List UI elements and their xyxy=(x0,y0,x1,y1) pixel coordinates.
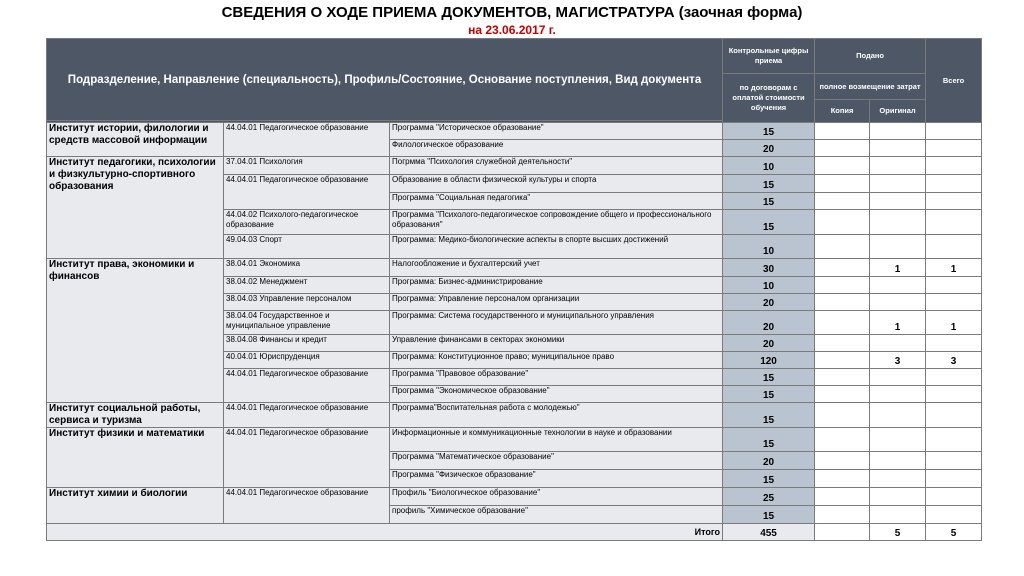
report-date: на 23.06.2017 г. xyxy=(468,23,556,37)
totals-original: 5 xyxy=(870,524,926,541)
original-cell xyxy=(870,277,926,294)
plan-cell: 15 xyxy=(723,175,815,193)
totals-row xyxy=(47,524,982,541)
original-cell xyxy=(870,335,926,352)
original-cell: 1 xyxy=(870,259,926,277)
plan-cell: 15 xyxy=(723,470,815,488)
copy-cell xyxy=(815,403,870,428)
header-submitted: Подано xyxy=(815,39,926,74)
totals-copy xyxy=(815,524,870,541)
copy-cell xyxy=(815,488,870,506)
header-contract: по договорам с оплатой стоимости обучения xyxy=(723,74,815,123)
original-cell xyxy=(870,369,926,386)
table-row xyxy=(47,428,982,452)
plan-cell: 15 xyxy=(723,210,815,235)
copy-cell xyxy=(815,352,870,369)
totals-label: Итого xyxy=(47,524,723,541)
original-cell xyxy=(870,403,926,428)
total-cell xyxy=(926,140,982,157)
original-cell xyxy=(870,386,926,403)
copy-cell xyxy=(815,452,870,470)
copy-cell xyxy=(815,470,870,488)
total-cell: 1 xyxy=(926,259,982,277)
plan-cell: 20 xyxy=(723,140,815,157)
program-cell: Информационные и коммуникационные технологии в науке и образовании xyxy=(390,428,723,452)
copy-cell xyxy=(815,259,870,277)
direction-cell: 44.04.01 Педагогическое образование xyxy=(224,369,390,403)
table-row xyxy=(47,403,982,428)
copy-cell xyxy=(815,369,870,386)
institute-name: Институт права, экономики и финансов xyxy=(47,259,224,403)
total-cell xyxy=(926,193,982,210)
copy-cell xyxy=(815,175,870,193)
plan-cell: 10 xyxy=(723,235,815,259)
total-cell: 1 xyxy=(926,311,982,335)
copy-cell xyxy=(815,428,870,452)
institute-name: Институт химии и биологии xyxy=(47,488,224,524)
table-row xyxy=(47,157,982,175)
header-main: Подразделение, Направление (специальность), Профиль/Состояние, Основание поступления, Вид документа xyxy=(47,39,723,121)
program-cell: Профиль "Биологическое образование" xyxy=(390,488,723,506)
direction-cell: 44.04.01 Педагогическое образование xyxy=(224,403,390,428)
original-cell xyxy=(870,210,926,235)
plan-cell: 15 xyxy=(723,403,815,428)
plan-cell: 120 xyxy=(723,352,815,369)
program-cell: Программа "Математическое образование" xyxy=(390,452,723,470)
direction-cell: 44.04.01 Педагогическое образование xyxy=(224,175,390,210)
direction-cell: 37.04.01 Психология xyxy=(224,157,390,175)
plan-cell: 15 xyxy=(723,506,815,524)
direction-cell: 38.04.03 Управление персоналом xyxy=(224,294,390,311)
total-cell xyxy=(926,386,982,403)
institute-name: Институт педагогики, психологии и физкультурно-спортивного образования xyxy=(47,157,224,259)
institute-name: Институт истории, филологии и средств массовой информации xyxy=(47,123,224,157)
table-row xyxy=(47,488,982,506)
direction-cell: 38.04.08 Финансы и кредит xyxy=(224,335,390,352)
copy-cell xyxy=(815,193,870,210)
program-cell: Образование в области физической культуры и спорта xyxy=(390,175,723,193)
original-cell xyxy=(870,470,926,488)
plan-cell: 15 xyxy=(723,428,815,452)
program-cell: Программа "Физическое образование" xyxy=(390,470,723,488)
program-cell: Управление финансами в секторах экономики xyxy=(390,335,723,352)
plan-cell: 10 xyxy=(723,157,815,175)
plan-cell: 15 xyxy=(723,193,815,210)
direction-cell: 38.04.02 Менеджмент xyxy=(224,277,390,294)
total-cell xyxy=(926,277,982,294)
original-cell: 3 xyxy=(870,352,926,369)
program-cell: Программа "Историческое образование" xyxy=(390,123,723,140)
header-full-reimbursement: полное возмещение затрат xyxy=(815,74,926,100)
program-cell: Погрмма "Психология служебной деятельности" xyxy=(390,157,723,175)
total-cell: 3 xyxy=(926,352,982,369)
total-cell xyxy=(926,210,982,235)
copy-cell xyxy=(815,506,870,524)
original-cell xyxy=(870,175,926,193)
program-cell: Программа: Бизнес-администрирование xyxy=(390,277,723,294)
total-cell xyxy=(926,506,982,524)
plan-cell: 15 xyxy=(723,123,815,140)
program-cell: Программа: Управление персоналом организации xyxy=(390,294,723,311)
copy-cell xyxy=(815,311,870,335)
program-cell: Программа: Система государственного и муниципального управления xyxy=(390,311,723,335)
direction-cell: 40.04.01 Юриспруденция xyxy=(224,352,390,369)
program-cell: Программа "Экономическое образование" xyxy=(390,386,723,403)
plan-cell: 15 xyxy=(723,386,815,403)
direction-cell: 44.04.02 Психолого-педагогическое образование xyxy=(224,210,390,235)
original-cell xyxy=(870,452,926,470)
totals-total: 5 xyxy=(926,524,982,541)
copy-cell xyxy=(815,235,870,259)
program-cell: Программа: Конституционное право; муниципальное право xyxy=(390,352,723,369)
institute-name: Институт физики и математики xyxy=(47,428,224,488)
original-cell xyxy=(870,506,926,524)
direction-cell: 49.04.03 Спорт xyxy=(224,235,390,259)
original-cell xyxy=(870,140,926,157)
table-row xyxy=(47,259,982,277)
total-cell xyxy=(926,294,982,311)
copy-cell xyxy=(815,157,870,175)
plan-cell: 20 xyxy=(723,335,815,352)
plan-cell: 25 xyxy=(723,488,815,506)
direction-cell: 44.04.01 Педагогическое образование xyxy=(224,428,390,488)
copy-cell xyxy=(815,294,870,311)
copy-cell xyxy=(815,210,870,235)
total-cell xyxy=(926,470,982,488)
original-cell xyxy=(870,488,926,506)
program-cell: Программа "Правовое образование" xyxy=(390,369,723,386)
program-cell: Программа: Медико-биологические аспекты в спорте высших достижений xyxy=(390,235,723,259)
plan-cell: 30 xyxy=(723,259,815,277)
plan-cell: 15 xyxy=(723,369,815,386)
direction-cell: 44.04.01 Педагогическое образование xyxy=(224,123,390,157)
copy-cell xyxy=(815,386,870,403)
program-cell: Программа "Социальная педагогика" xyxy=(390,193,723,210)
total-cell xyxy=(926,428,982,452)
original-cell xyxy=(870,193,926,210)
original-cell xyxy=(870,294,926,311)
header-control: Контрольные цифры приема xyxy=(723,39,815,74)
direction-cell: 38.04.01 Экономика xyxy=(224,259,390,277)
total-cell xyxy=(926,403,982,428)
institute-name: Институт социальной работы, сервиса и туризма xyxy=(47,403,224,428)
original-cell xyxy=(870,235,926,259)
copy-cell xyxy=(815,277,870,294)
total-cell xyxy=(926,452,982,470)
copy-cell xyxy=(815,123,870,140)
plan-cell: 10 xyxy=(723,277,815,294)
page-title: СВЕДЕНИЯ О ХОДЕ ПРИЕМА ДОКУМЕНТОВ, МАГИСТРАТУРА (заочная форма) xyxy=(221,4,803,21)
copy-cell xyxy=(815,335,870,352)
total-cell xyxy=(926,488,982,506)
totals-plan: 455 xyxy=(723,524,815,541)
table-row xyxy=(47,123,982,140)
original-cell: 1 xyxy=(870,311,926,335)
program-cell: Налогообложение и бухгалтерский учет xyxy=(390,259,723,277)
original-cell xyxy=(870,123,926,140)
original-cell xyxy=(870,157,926,175)
direction-cell: 38.04.04 Государственное и муниципальное управление xyxy=(224,311,390,335)
total-cell xyxy=(926,369,982,386)
admissions-table xyxy=(46,38,982,541)
program-cell: Программа "Психолого-педагогическое сопровождение общего и профессионального образования" xyxy=(390,210,723,235)
plan-cell: 20 xyxy=(723,311,815,335)
program-cell: Филологическое образование xyxy=(390,140,723,157)
header-original: Оригинал xyxy=(870,100,926,123)
plan-cell: 20 xyxy=(723,294,815,311)
total-cell xyxy=(926,235,982,259)
header-copy: Копия xyxy=(815,100,870,123)
plan-cell: 20 xyxy=(723,452,815,470)
direction-cell: 44.04.01 Педагогическое образование xyxy=(224,488,390,524)
total-cell xyxy=(926,175,982,193)
program-cell: профиль "Химическое образование" xyxy=(390,506,723,524)
program-cell: Программа"Воспитательная работа с молодежью" xyxy=(390,403,723,428)
total-cell xyxy=(926,335,982,352)
copy-cell xyxy=(815,140,870,157)
total-cell xyxy=(926,157,982,175)
total-cell xyxy=(926,123,982,140)
header-total: Всего xyxy=(926,39,982,123)
original-cell xyxy=(870,428,926,452)
